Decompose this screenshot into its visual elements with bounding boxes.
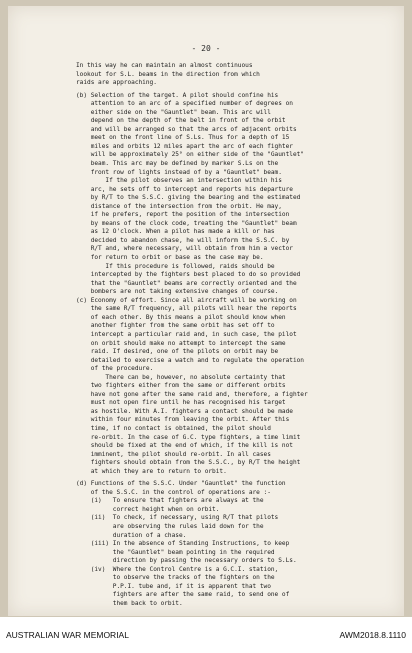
text-line: for return to orbit or base as the case may be.: [76, 254, 264, 262]
text-line: re-orbit. In the case of G.C. type fighters, a time limit: [76, 433, 301, 441]
text-line: front row of lights instead of by a "Gauntlet" beam.: [76, 168, 282, 176]
text-line: and will be arranged so that the arcs of adjacent orbits: [76, 125, 297, 133]
text-line: decided to abandon chase, he will inform the S.S.C. by: [76, 236, 290, 244]
text-line: of the S.S.C. in the control of operations are :-: [76, 488, 271, 496]
text-line: must not open fire until he has recognised his target: [76, 399, 286, 407]
text-line: R/T and, where necessary, will obtain from him a vector: [76, 245, 293, 253]
document-page: [8, 6, 404, 616]
footer-bar: [0, 617, 412, 653]
text-line: at which they are to return to orbit.: [76, 467, 227, 475]
text-line: intercept a particular raid and, in such case, the pilot: [76, 330, 297, 338]
text-line: the "Gauntlet" beam pointing in the required: [76, 548, 275, 556]
document-body: [76, 62, 394, 608]
text-line: should be fixed at the end of which, if the kill is not: [76, 442, 293, 450]
text-line: two fighters either from the same or different orbits: [76, 382, 286, 390]
text-line: another fighter from the same orbit has set off to: [76, 322, 275, 330]
text-line: duration of a chase.: [76, 531, 187, 539]
footer-institution: AUSTRALIAN WAR MEMORIAL: [6, 630, 129, 640]
text-line: miles and orbits 12 miles apart the arc of each fighter: [76, 142, 293, 150]
text-line: as hostile. With A.I. fighters a contact should be made: [76, 407, 293, 415]
text-line: bombers are not taking extensive changes of course.: [76, 288, 279, 296]
text-line: have not gone after the same raid and, therefore, a fighter: [76, 390, 308, 398]
text-line: will be approximately 25° on either side of the "Gauntlet": [76, 151, 304, 159]
text-line: attention to an arc of a specified number of degrees on: [76, 100, 293, 108]
text-line: imminent, the pilot should re-orbit. In all cases: [76, 450, 271, 458]
text-line: depend on the depth of the belt in front of the orbit: [76, 117, 286, 125]
text-line: as 12 O'clock. When a pilot has made a kill or has: [76, 228, 275, 236]
text-line: (iii) In the absence of Standing Instructions, to keep: [76, 540, 290, 548]
text-line: fighters are after the same raid, to send one of: [76, 591, 290, 599]
text-line: distance of the intersection from the orbit. He may,: [76, 202, 282, 210]
text-line: direction by passing the necessary orders to S.Ls.: [76, 557, 297, 565]
text-line: (iv) Where the Control Centre is a G.C.I. station,: [76, 565, 279, 573]
text-line: If the pilot observes an intersection within his: [76, 177, 282, 185]
text-line: of the procedure.: [76, 365, 154, 373]
text-line: meet on the front line of S.Ls. Thus for a depth of 15: [76, 134, 290, 142]
text-line: (d) Functions of the S.S.C. Under "Gauntlet" the function: [76, 480, 286, 488]
text-line: the same R/T frequency, all pilots will hear the reports: [76, 305, 297, 313]
text-line: by R/T to the S.S.C. giving the bearing and the estimated: [76, 194, 301, 202]
text-line: either side on the "Gauntlet" beam. This arc will: [76, 108, 271, 116]
text-line: fighters should obtain from the S.S.C., by R/T the height: [76, 459, 301, 467]
text-line: (i) To ensure that fighters are always at the: [76, 497, 264, 505]
page-number: - 20 -: [191, 44, 221, 53]
text-line: arc, he sets off to intercept and reports his departure: [76, 185, 293, 193]
text-line: (ii) To check, if necessary, using R/T that pilots: [76, 514, 279, 522]
text-line: by means of the clock code, treating the "Gauntlet" beam: [76, 219, 297, 227]
text-line: raids are approaching.: [76, 79, 157, 87]
text-line: time, if no contact is obtained, the pilot should: [76, 424, 271, 432]
text-line: on orbit should make no attempt to intercept the same: [76, 339, 286, 347]
text-line: P.P.I. tube and, if it is apparent that two: [76, 582, 271, 590]
text-line: lookout for S.L. beams in the direction from which: [76, 70, 260, 78]
text-line: raid. If desired, one of the pilots on orbit may be: [76, 348, 279, 356]
text-line: to observe the tracks of the fighters on the: [76, 574, 275, 582]
text-line: are observing the rules laid down for the: [76, 522, 264, 530]
text-line: intercepted by the fighters best placed to do so provided: [76, 271, 301, 279]
text-line: If this procedure is followed, raids should be: [76, 262, 275, 270]
text-line: There can be, however, no absolute certainty that: [76, 373, 286, 381]
text-line: In this way he can maintain an almost continuous: [76, 62, 253, 69]
text-line: (c) Economy of effort. Since all aircraft will be working on: [76, 296, 297, 304]
text-line: of each other. By this means a pilot should know when: [76, 313, 286, 321]
text-line: (b) Selection of the target. A pilot should confine his: [76, 91, 279, 99]
text-line: within four minutes from leaving the orbit. After this: [76, 416, 290, 424]
footer-accession-number: AWM2018.8.1110: [339, 630, 406, 640]
text-line: if he prefers, report the position of the intersection: [76, 211, 290, 219]
text-line: correct height when on orbit.: [76, 505, 220, 513]
text-line: that the "Gauntlet" beams are correctly oriented and the: [76, 279, 297, 287]
text-line: detailed to exercise a watch and to regulate the operation: [76, 356, 304, 364]
text-line: them back to orbit.: [76, 599, 183, 607]
text-line: beam. This arc may be defined by marker S.Ls on the: [76, 160, 279, 168]
